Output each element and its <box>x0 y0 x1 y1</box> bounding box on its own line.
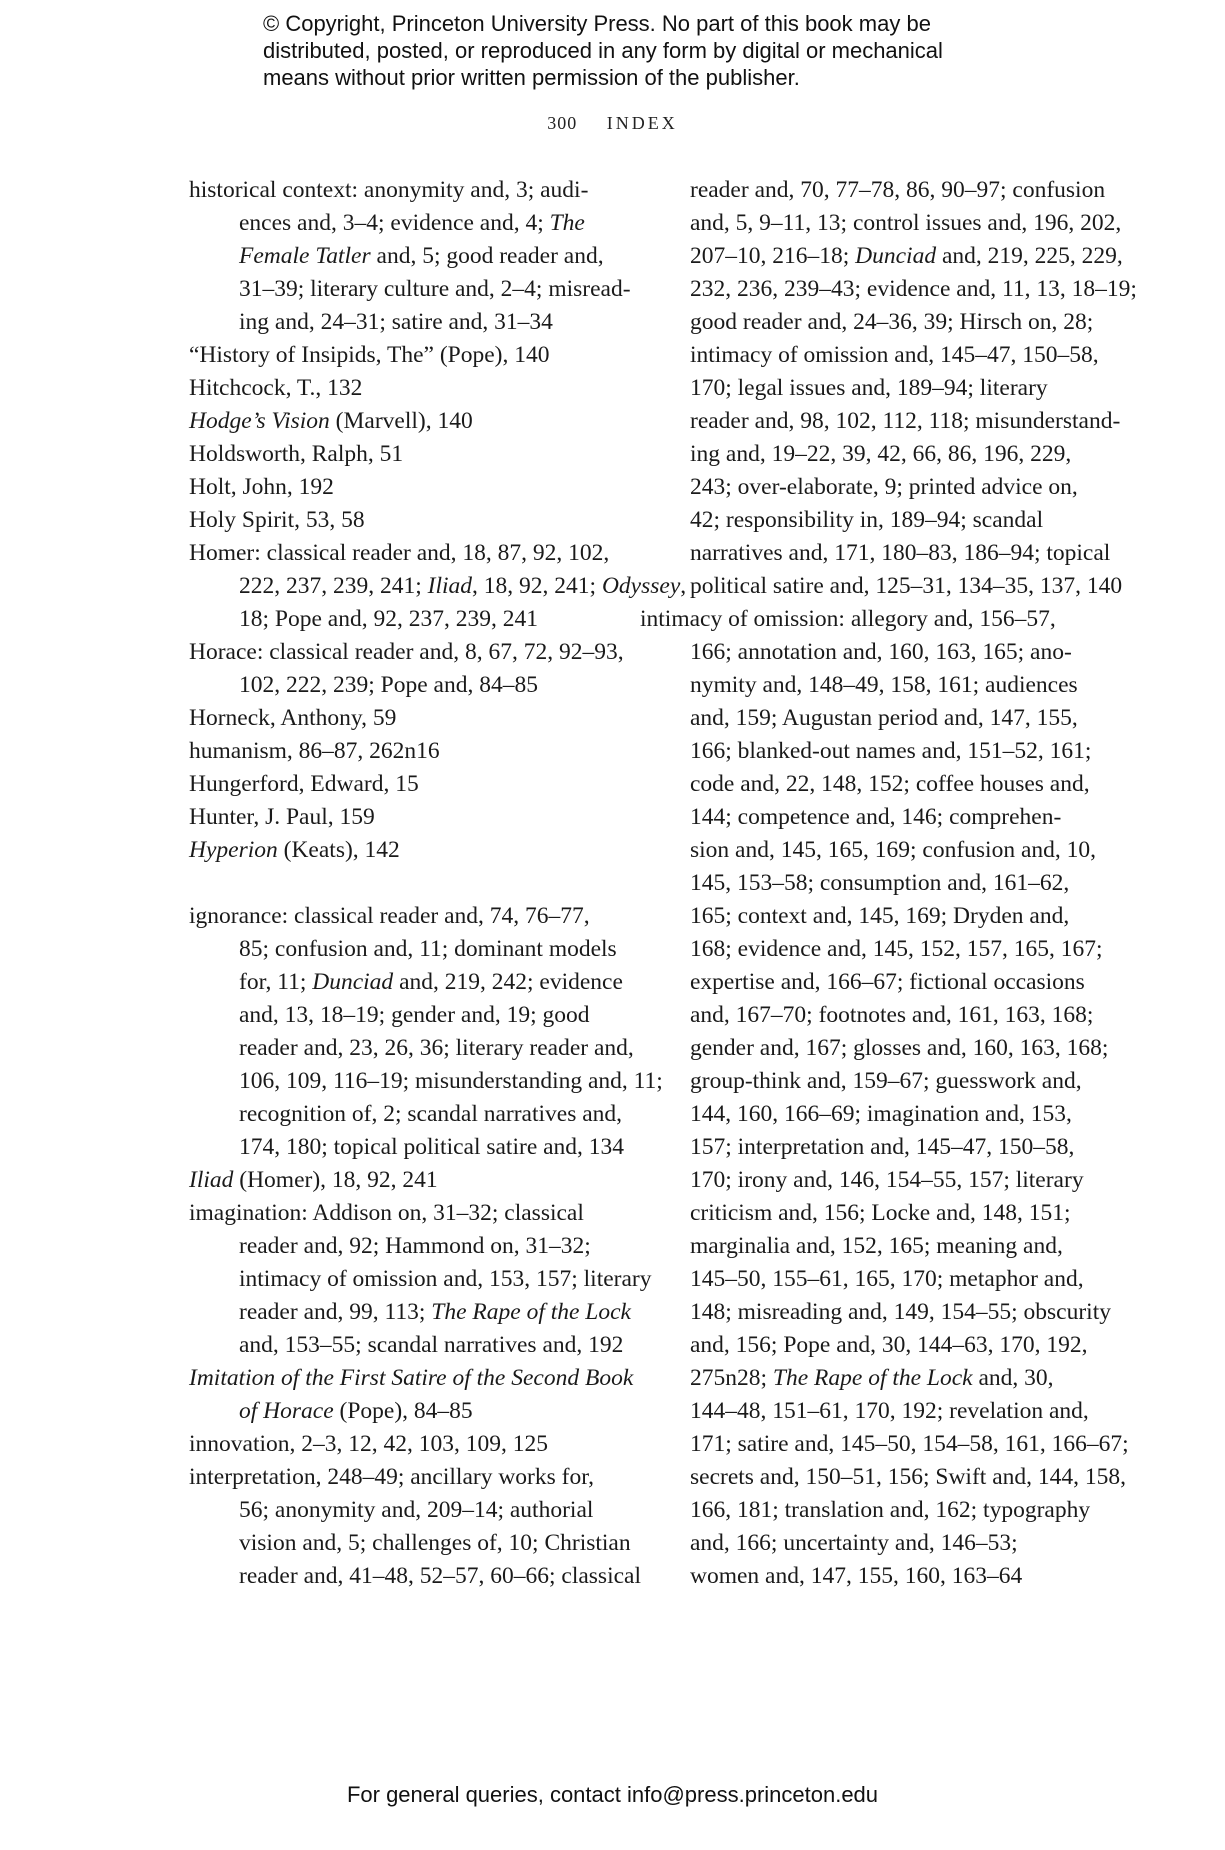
index-entry-line <box>189 405 609 438</box>
index-entry-line <box>665 735 1092 768</box>
index-entry-line <box>665 207 1122 240</box>
footer-contact: For general queries, contact info@press.princeton.edu <box>346 1782 879 1807</box>
entry-text: and, 219, 225, 229, <box>936 243 1123 269</box>
index-entry-line <box>214 1098 623 1131</box>
index-entry <box>189 174 631 339</box>
entry-text: and, 167–70; footnotes and, 161, 163, 168; <box>690 1002 1094 1028</box>
index-entry <box>189 537 687 636</box>
index-entry-line <box>214 1065 663 1098</box>
entry-text: and, 5; good reader and, <box>370 243 604 269</box>
entry-text: 106, 109, 116–19; misunderstanding and, 11; <box>239 1068 663 1094</box>
index-entry-line <box>189 1461 609 1494</box>
index-entry-line <box>665 801 1060 834</box>
entry-text: and, 5, 9–11, 13; control issues and, 196, 202, <box>690 210 1122 236</box>
entry-text: and, 166; uncertainty and, 146–53; <box>690 1530 1018 1556</box>
copyright-line: means without prior written permission of the publisher. <box>263 65 800 90</box>
index-entry-line <box>665 1065 1082 1098</box>
entry-text: recognition of, 2; scandal narratives and, <box>239 1101 623 1127</box>
letter-group-break <box>189 867 609 900</box>
index-entry-line <box>214 1263 652 1296</box>
index-entry <box>189 504 609 537</box>
entry-text: secrets and, 150–51, 156; Swift and, 144, 158, <box>690 1464 1127 1490</box>
index-entry-line <box>214 1560 642 1593</box>
entry-text: 170; irony and, 146, 154–55, 157; literary <box>690 1167 1084 1193</box>
index-entry-line <box>665 504 1060 537</box>
index-entry-line <box>214 933 617 966</box>
index-entry-line <box>665 306 1094 339</box>
index-entry-line <box>214 966 623 999</box>
index-entry-line <box>665 1395 1089 1428</box>
entry-text: 85; confusion and, 11; dominant models <box>239 936 617 962</box>
index-entry-line <box>189 900 609 933</box>
index-entry <box>189 471 609 504</box>
index-entry-line <box>665 900 1070 933</box>
entry-text: and, 30, <box>972 1365 1054 1391</box>
index-entry-line <box>189 339 609 372</box>
index-entry <box>189 339 609 372</box>
copyright-notice <box>263 10 1023 91</box>
entry-text: intimacy of omission and, 153, 157; literary <box>239 1266 652 1292</box>
index-entry-line <box>214 1494 609 1527</box>
index-entry-line <box>189 471 609 504</box>
index-entry-line <box>665 405 1121 438</box>
italic-title: Dunciad <box>312 969 394 995</box>
entry-text: (Homer), 18, 92, 241 <box>233 1167 438 1193</box>
entry-text: intimacy of omission and, 145–47, 150–58, <box>690 342 1099 368</box>
index-entry-line <box>189 504 609 537</box>
entry-text: nymity and, 148–49, 158, 161; audiences <box>690 672 1078 698</box>
index-entry-line <box>189 834 609 867</box>
entry-text: sion and, 145, 165, 169; confusion and, 10, <box>690 837 1096 863</box>
entry-text: 232, 236, 239–43; evidence and, 11, 13, 18–19; <box>690 276 1137 302</box>
entry-text: 145, 153–58; consumption and, 161–62, <box>690 870 1070 896</box>
entry-text: 18; Pope and, 92, 237, 239, 241 <box>239 606 538 632</box>
entry-text: narratives and, 171, 180–83, 186–94; topical <box>690 540 1111 566</box>
index-entry-line <box>665 867 1070 900</box>
index-entry-line <box>189 702 609 735</box>
entry-text: 222, 237, 239, 241; <box>239 573 428 599</box>
index-entry-line <box>665 438 1072 471</box>
index-entry <box>189 636 624 702</box>
index-entry-line <box>665 1329 1088 1362</box>
index-entry-line <box>665 1197 1071 1230</box>
index-entry-line <box>214 240 609 273</box>
index-entry-line <box>189 1362 634 1395</box>
entry-text: women and, 147, 155, 160, 163–64 <box>690 1563 1023 1589</box>
index-entry-line <box>665 1296 1111 1329</box>
index-entry-line <box>665 702 1078 735</box>
index-entry-line <box>665 933 1103 966</box>
entry-text: marginalia and, 152, 165; meaning and, <box>690 1233 1063 1259</box>
index-column-left <box>189 174 687 1593</box>
index-entry-line <box>214 570 687 603</box>
entry-text: code and, 22, 148, 152; coffee houses and, <box>690 771 1090 797</box>
index-entry-line <box>665 339 1099 372</box>
index-entry-line <box>665 1263 1084 1296</box>
index-entry-line <box>189 1164 609 1197</box>
entry-text: 166, 181; translation and, 162; typography <box>690 1497 1091 1523</box>
index-entry <box>189 900 663 1164</box>
copyright-line: distributed, posted, or reproduced in any form by digital or mechanical <box>263 38 943 63</box>
index-entry-line <box>189 768 609 801</box>
index-entry-line <box>665 1032 1109 1065</box>
entry-text: good reader and, 24–36, 39; Hirsch on, 28; <box>690 309 1094 335</box>
index-entry-line <box>665 1362 1060 1395</box>
entry-text: Holt, John, 192 <box>189 474 334 500</box>
index-entry-line <box>665 636 1072 669</box>
running-head-title: INDEX <box>606 113 678 133</box>
italic-title: Iliad <box>427 573 473 599</box>
index-entry-line <box>665 834 1096 867</box>
index-entry-line <box>214 273 631 306</box>
entry-text: 145–50, 155–61, 165, 170; metaphor and, <box>690 1266 1084 1292</box>
index-entry <box>189 405 609 438</box>
index-entry-line <box>640 603 1060 636</box>
index-entry-continued <box>640 174 1137 603</box>
entry-text: Horace: classical reader and, 8, 67, 72, 92–93, <box>189 639 624 665</box>
entry-text: 148; misreading and, 149, 154–55; obscurity <box>690 1299 1111 1325</box>
index-entry-line <box>214 603 609 636</box>
italic-title: The <box>549 210 585 236</box>
index-entry-line <box>665 1428 1129 1461</box>
entry-text: Homer: classical reader and, 18, 87, 92, 102, <box>189 540 610 566</box>
index-column-right <box>640 174 1137 1593</box>
index-entry-line <box>665 1164 1084 1197</box>
index-entry-line <box>665 966 1085 999</box>
entry-text: vision and, 5; challenges of, 10; Christian <box>239 1530 631 1556</box>
italic-title: The Rape of the Lock <box>431 1299 631 1325</box>
italic-title: The Rape of the Lock <box>772 1365 973 1391</box>
entry-text: 168; evidence and, 145, 152, 157, 165, 167; <box>690 936 1103 962</box>
index-entry-line <box>665 669 1078 702</box>
italic-title: Hodge’s Vision <box>189 408 330 434</box>
index-entry <box>189 438 609 471</box>
entry-text: interpretation, 248–49; ancillary works for, <box>189 1464 594 1490</box>
entry-text: 42; responsibility in, 189–94; scandal <box>690 507 1044 533</box>
italic-title: Iliad <box>189 1167 234 1193</box>
index-entry-line <box>665 240 1123 273</box>
entry-text: “History of Insipids, The” (Pope), 140 <box>189 342 550 368</box>
entry-text: reader and, 99, 113; <box>239 1299 432 1325</box>
entry-text: (Keats), 142 <box>277 837 400 863</box>
entry-text: innovation, 2–3, 12, 42, 103, 109, 125 <box>189 1431 549 1457</box>
entry-text: Holdsworth, Ralph, 51 <box>189 441 404 467</box>
entry-text: for, 11; <box>239 969 313 995</box>
index-entry-line <box>214 1296 631 1329</box>
index-entry-line <box>189 438 609 471</box>
index-entry-line <box>665 1230 1063 1263</box>
index-entry-line <box>189 636 624 669</box>
entry-text: political satire and, 125–31, 134–35, 137, 140 <box>690 573 1123 599</box>
index-entry-line <box>189 735 609 768</box>
entry-text: 170; legal issues and, 189–94; literary <box>690 375 1048 401</box>
entry-text: 171; satire and, 145–50, 154–58, 161, 166–67; <box>690 1431 1129 1457</box>
entry-text: Horneck, Anthony, 59 <box>189 705 397 731</box>
entry-text: and, 219, 242; evidence <box>393 969 623 995</box>
entry-text: 243; over-elaborate, 9; printed advice on, <box>690 474 1078 500</box>
entry-text: Hungerford, Edward, 15 <box>189 771 419 797</box>
entry-text: 174, 180; topical political satire and, 134 <box>239 1134 625 1160</box>
index-entry-line <box>665 471 1078 504</box>
italic-title: Odyssey <box>601 573 681 599</box>
index-entry-line <box>214 999 609 1032</box>
entry-text: and, 13, 18–19; gender and, 19; good <box>239 1002 590 1028</box>
index-entry <box>189 1197 652 1362</box>
index-entry-line <box>665 372 1060 405</box>
index-entry-line <box>214 669 609 702</box>
index-entry-line <box>665 1131 1075 1164</box>
copyright-line: © Copyright, Princeton University Press. No part of this book may be <box>263 11 931 36</box>
entry-text: (Marvell), 140 <box>329 408 473 434</box>
italic-title: Female Tatler <box>239 243 371 269</box>
entry-text: 275n28; <box>690 1365 773 1391</box>
index-entry-line <box>665 768 1090 801</box>
index-entry-line <box>189 1428 609 1461</box>
entry-text: ing and, 19–22, 39, 42, 66, 86, 196, 229, <box>690 441 1072 467</box>
entry-text: imagination: Addison on, 31–32; classical <box>189 1200 584 1226</box>
index-entry <box>189 702 609 735</box>
entry-text: (Pope), 84–85 <box>333 1398 473 1424</box>
italic-title: Hyperion <box>189 837 278 863</box>
entry-text: and, 153–55; scandal narratives and, 192 <box>239 1332 624 1358</box>
index-entry-line <box>214 1527 631 1560</box>
index-entry <box>189 1428 609 1461</box>
entry-text: reader and, 70, 77–78, 86, 90–97; confusion <box>690 177 1106 203</box>
entry-text: 144; competence and, 146; comprehen- <box>690 804 1062 830</box>
index-entry-line <box>665 999 1094 1032</box>
index-entry <box>189 834 609 867</box>
entry-text: 165; context and, 145, 169; Dryden and, <box>690 903 1070 929</box>
index-entry <box>189 1362 634 1428</box>
index-entry-line <box>665 1098 1072 1131</box>
index-entry-line <box>189 174 609 207</box>
index-entry-line <box>665 570 1123 603</box>
index-entry <box>640 603 1129 1593</box>
entry-text: reader and, 23, 26, 36; literary reader and, <box>239 1035 634 1061</box>
entry-text: Hunter, J. Paul, 159 <box>189 804 375 830</box>
entry-text: Hitchcock, T., 132 <box>189 375 363 401</box>
index-entry-line <box>665 1560 1060 1593</box>
index-entry <box>189 735 609 768</box>
page-number: 300 <box>547 113 578 133</box>
index-entry-line <box>665 174 1106 207</box>
italic-title: of Horace <box>239 1398 334 1424</box>
italic-title: Dunciad <box>855 243 937 269</box>
entry-text: , 18, 92, 241; <box>472 573 602 599</box>
entry-text: 144, 160, 166–69; imagination and, 153, <box>690 1101 1072 1127</box>
entry-text: expertise and, 166–67; fictional occasions <box>690 969 1085 995</box>
entry-text: 207–10, 216–18; <box>690 243 856 269</box>
entry-text: and, 159; Augustan period and, 147, 155, <box>690 705 1078 731</box>
index-entry <box>189 768 609 801</box>
entry-text: and, 156; Pope and, 30, 144–63, 170, 192, <box>690 1332 1088 1358</box>
index-entry-line <box>189 1197 609 1230</box>
index-entry-line <box>214 1329 624 1362</box>
index-entry <box>189 372 609 405</box>
index-entry-line <box>214 306 609 339</box>
entry-text: 166; annotation and, 160, 163, 165; ano- <box>690 639 1072 665</box>
index-entry-line <box>665 1461 1127 1494</box>
entry-text: criticism and, 156; Locke and, 148, 151; <box>690 1200 1071 1226</box>
entry-text: reader and, 98, 102, 112, 118; misunderstand- <box>690 408 1121 434</box>
index-entry-line <box>665 1527 1060 1560</box>
entry-text: Holy Spirit, 53, 58 <box>189 507 365 533</box>
index-entry-line <box>665 273 1137 306</box>
entry-text: ing and, 24–31; satire and, 31–34 <box>239 309 553 335</box>
entry-text: ignorance: classical reader and, 74, 76–77, <box>189 903 590 929</box>
index-entry-line <box>665 1494 1091 1527</box>
italic-title: Imitation of the First Satire of the Second Book <box>189 1365 634 1391</box>
index-entry-line <box>189 537 609 570</box>
entry-text: historical context: anonymity and, 3; audi- <box>189 177 589 203</box>
index-entry-line <box>665 537 1111 570</box>
index-entry-line <box>214 1131 625 1164</box>
entry-text: 166; blanked-out names and, 151–52, 161; <box>690 738 1092 764</box>
entry-text: 144–48, 151–61, 170, 192; revelation and, <box>690 1398 1089 1424</box>
running-head <box>0 113 1225 134</box>
index-entry-line <box>214 207 609 240</box>
entry-text: 102, 222, 239; Pope and, 84–85 <box>239 672 538 698</box>
entry-text: 31–39; literary culture and, 2–4; misread- <box>239 276 631 302</box>
index-entry <box>189 801 609 834</box>
entry-text: intimacy of omission: allegory and, 156–57, <box>640 606 1056 632</box>
index-entry <box>189 1461 642 1593</box>
entry-text: humanism, 86–87, 262n16 <box>189 738 440 764</box>
entry-text: gender and, 167; glosses and, 160, 163, 168; <box>690 1035 1109 1061</box>
entry-text: ences and, 3–4; evidence and, 4; <box>239 210 550 236</box>
index-entry-line <box>214 1230 609 1263</box>
index-entry-line <box>189 801 609 834</box>
entry-text: 56; anonymity and, 209–14; authorial <box>239 1497 594 1523</box>
index-entry-line <box>189 372 609 405</box>
entry-text: reader and, 41–48, 52–57, 60–66; classical <box>239 1563 642 1589</box>
entry-text: 157; interpretation and, 145–47, 150–58, <box>690 1134 1075 1160</box>
entry-text: , <box>680 573 687 599</box>
entry-text: reader and, 92; Hammond on, 31–32; <box>239 1233 591 1259</box>
entry-text: group-think and, 159–67; guesswork and, <box>690 1068 1082 1094</box>
index-entry-line <box>214 1032 634 1065</box>
index-entry <box>189 1164 609 1197</box>
index-entry-line <box>214 1395 609 1428</box>
